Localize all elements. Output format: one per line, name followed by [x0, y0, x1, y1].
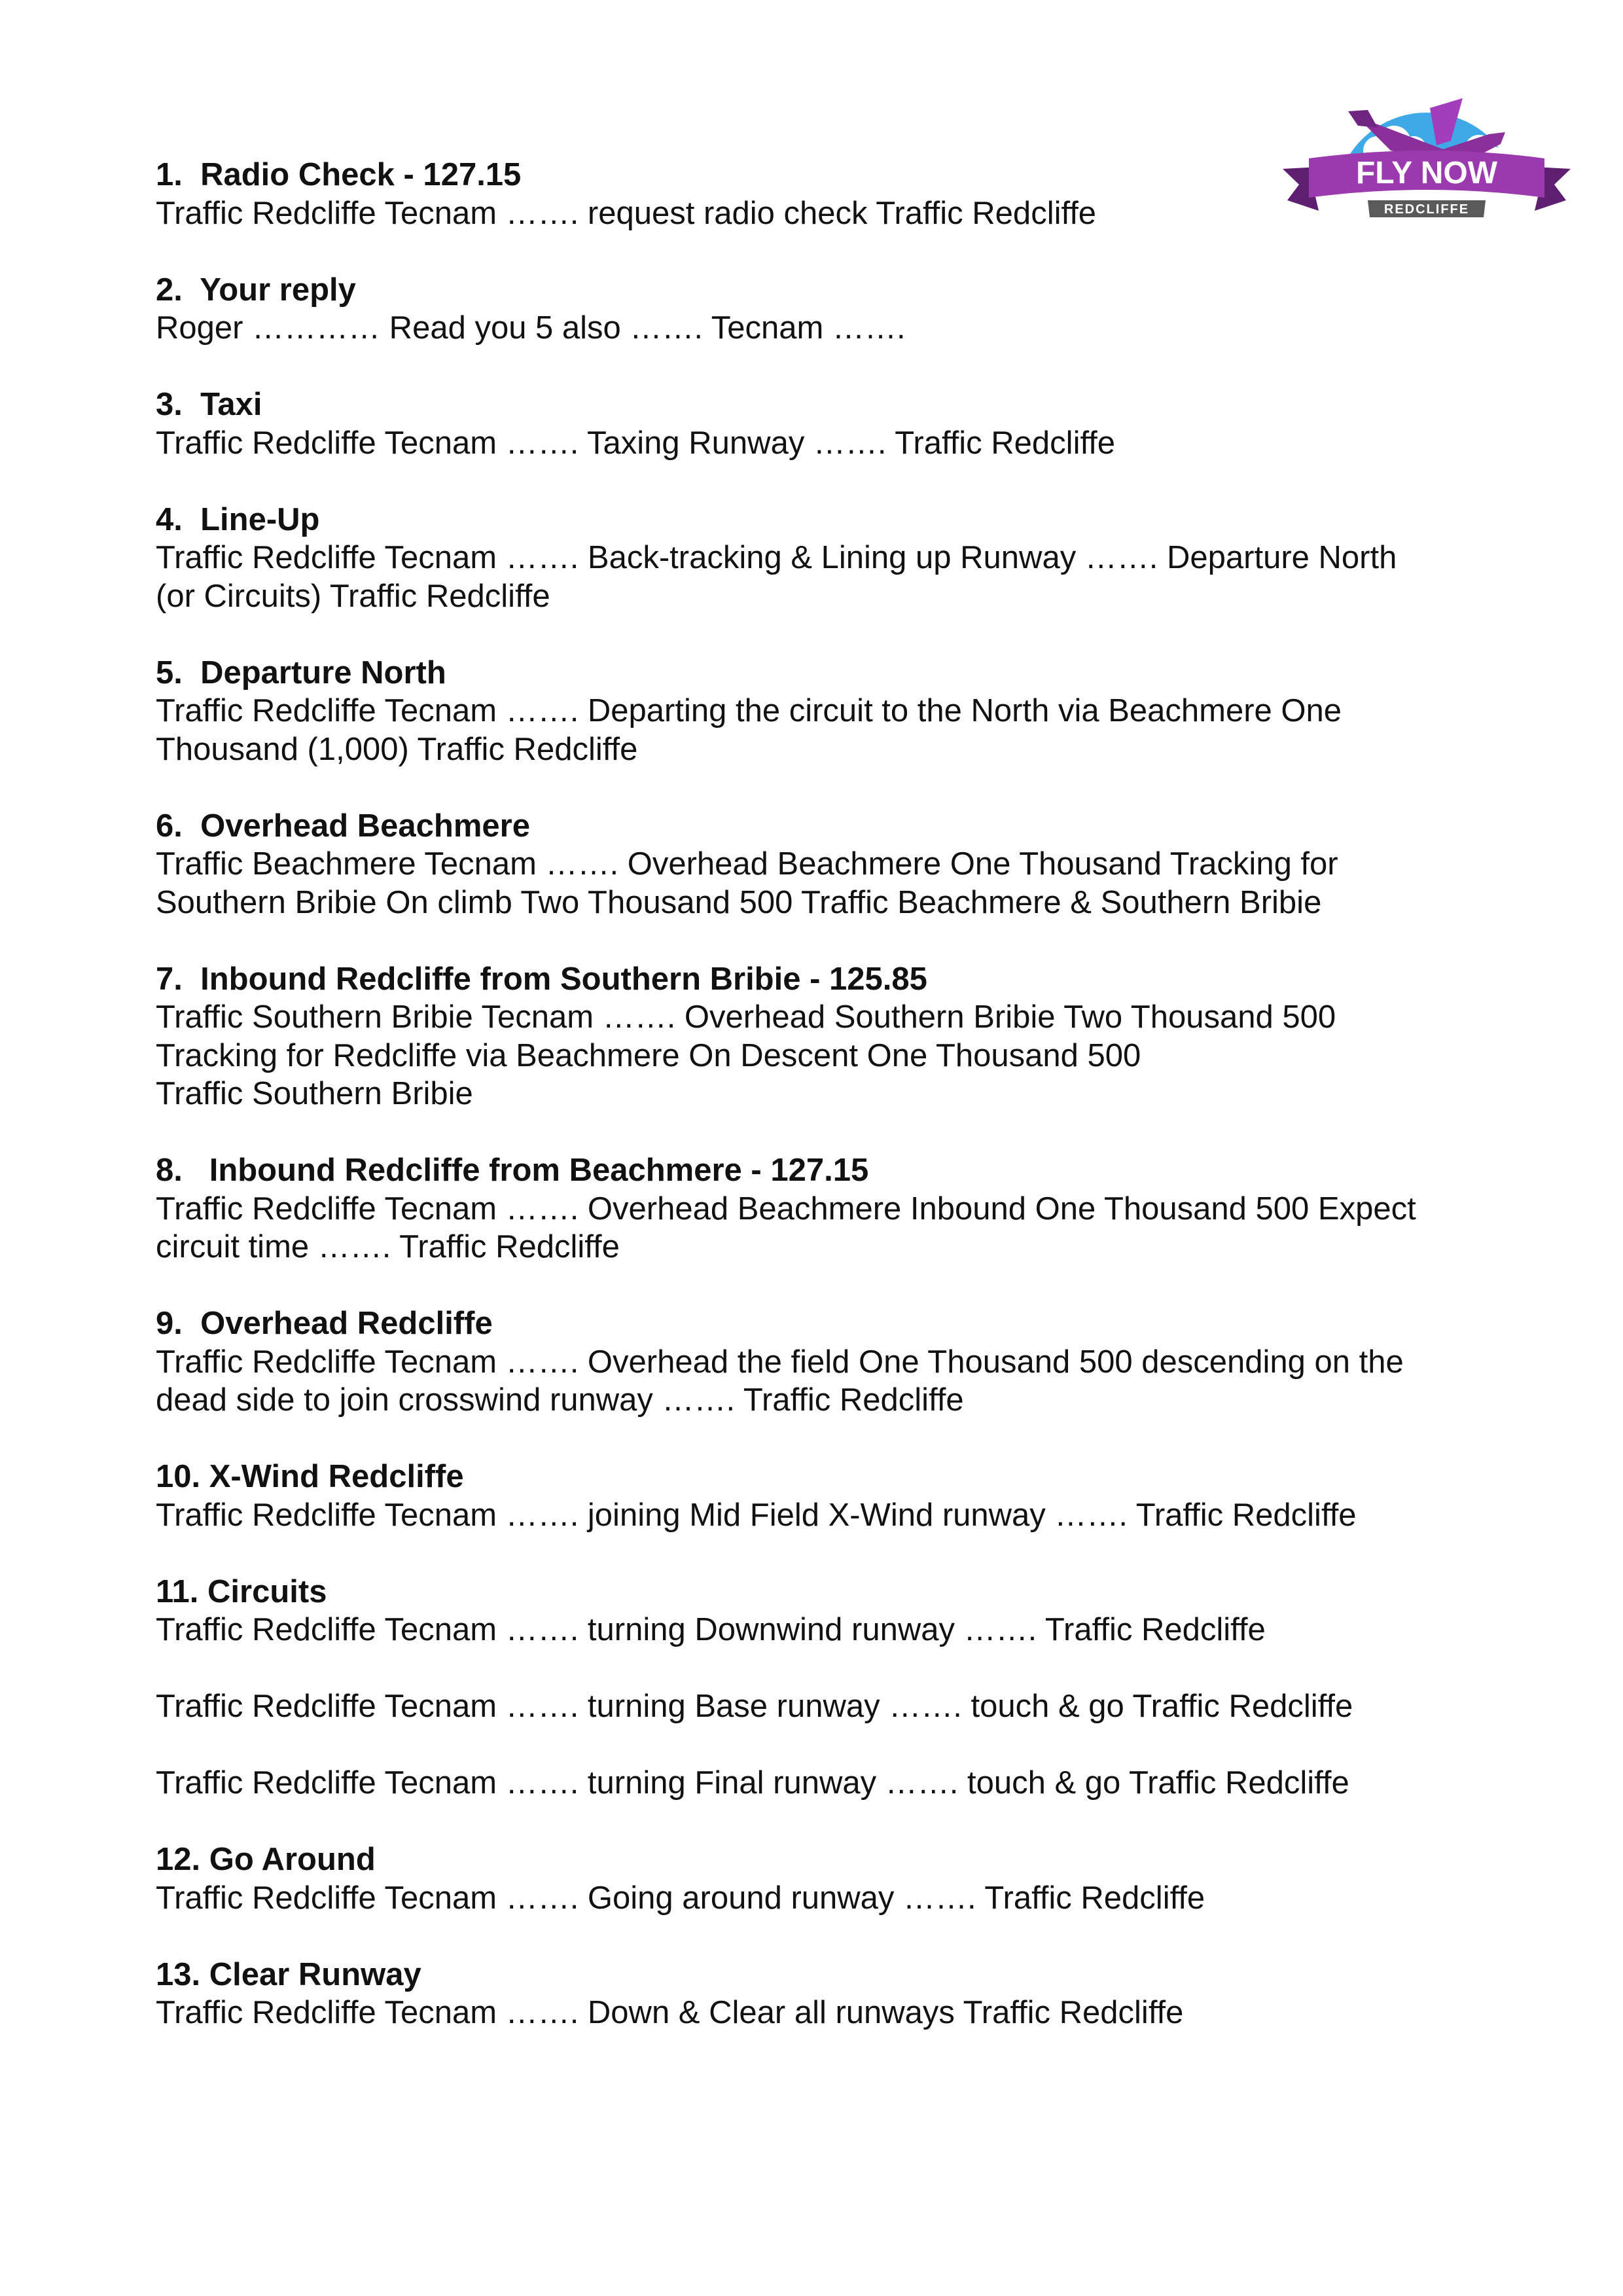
section-heading: 13. Clear Runway — [156, 1956, 421, 1992]
section-heading: 8. Inbound Redcliffe from Beachmere - 127.15 — [156, 1153, 869, 1188]
section-radio-check — [156, 156, 1497, 232]
section-heading: 6. Overhead Beachmere — [156, 808, 530, 844]
section-heading: 2. Your reply — [156, 272, 356, 308]
section-your-reply — [156, 271, 1497, 348]
radio-call-line: Traffic Redcliffe Tecnam ……. Overhead the field One Thousand 500 descending on the — [156, 1344, 1404, 1380]
radio-call-line: Traffic Redcliffe Tecnam ……. Going around runway ……. Traffic Redcliffe — [156, 1880, 1205, 1916]
section-heading: 11. Circuits — [156, 1573, 327, 1609]
radio-call-line: Traffic Redcliffe Tecnam ……. Back-tracking & Lining up Runway ……. Departure North — [156, 540, 1397, 575]
radio-call-line: circuit time ……. Traffic Redcliffe — [156, 1229, 620, 1265]
logo-subtitle: REDCLIFFE — [1383, 202, 1470, 217]
radio-call-line: (or Circuits) Traffic Redcliffe — [156, 578, 550, 614]
section-clear-runway — [156, 1956, 1497, 2032]
radio-call-line: dead side to join crosswind runway ……. Traffic Redcliffe — [156, 1382, 964, 1418]
section-x-wind-redcliffe — [156, 1458, 1497, 1534]
section-inbound-from-southern-bribie — [156, 960, 1497, 1113]
radio-call-line: Traffic Redcliffe Tecnam ……. request radio check Traffic Redcliffe — [156, 195, 1097, 231]
radio-call-line: Traffic Southern Bribie — [156, 1076, 473, 1111]
section-heading: 3. Taxi — [156, 387, 262, 422]
radio-call-line: Traffic Redcliffe Tecnam ……. Down & Clear all runways Traffic Redcliffe — [156, 1995, 1184, 2030]
section-line-up — [156, 501, 1497, 616]
radio-call-line: Traffic Beachmere Tecnam ……. Overhead Beachmere One Thousand Tracking for — [156, 846, 1338, 882]
radio-call-line: Tracking for Redcliffe via Beachmere On Descent One Thousand 500 — [156, 1037, 1141, 1073]
radio-call-line: Traffic Redcliffe Tecnam ……. turning Base runway ……. touch & go Traffic Redcliffe — [156, 1689, 1353, 1724]
radio-call-line: Traffic Redcliffe Tecnam ……. turning Final runway ……. touch & go Traffic Redcliffe — [156, 1765, 1349, 1801]
section-circuits — [156, 1573, 1497, 1803]
radio-call-line: Thousand (1,000) Traffic Redcliffe — [156, 731, 638, 767]
section-taxi — [156, 386, 1497, 462]
radio-call-list — [156, 156, 1497, 2070]
radio-call-line: Southern Bribie On climb Two Thousand 500 Traffic Beachmere & Southern Bribie — [156, 884, 1322, 920]
section-heading: 7. Inbound Redcliffe from Southern Bribie - 125.85 — [156, 961, 927, 997]
section-departure-north — [156, 654, 1497, 769]
section-heading: 9. Overhead Redcliffe — [156, 1306, 493, 1341]
section-heading: 10. X-Wind Redcliffe — [156, 1459, 464, 1494]
radio-call-line: Traffic Redcliffe Tecnam ……. turning Downwind runway ……. Traffic Redcliffe — [156, 1612, 1266, 1647]
radio-call-line: Traffic Redcliffe Tecnam ……. Overhead Beachmere Inbound One Thousand 500 Expect — [156, 1191, 1416, 1227]
section-heading: 5. Departure North — [156, 655, 446, 691]
radio-call-line: Roger ………… Read you 5 also ……. Tecnam ……. — [156, 310, 906, 346]
section-go-around — [156, 1840, 1497, 1917]
radio-call-line: Traffic Redcliffe Tecnam ……. joining Mid Field X-Wind runway ……. Traffic Redcliffe — [156, 1497, 1357, 1533]
radio-call-line: Traffic Redcliffe Tecnam ……. Taxing Runway ……. Traffic Redcliffe — [156, 425, 1116, 461]
section-overhead-redcliffe — [156, 1304, 1497, 1420]
section-inbound-from-beachmere — [156, 1151, 1497, 1266]
logo-title: FLY NOW — [1355, 156, 1498, 190]
section-overhead-beachmere — [156, 807, 1497, 922]
radio-call-line: Traffic Southern Bribie Tecnam ……. Overhead Southern Bribie Two Thousand 500 — [156, 999, 1336, 1035]
section-heading: 12. Go Around — [156, 1842, 376, 1877]
section-heading: 1. Radio Check - 127.15 — [156, 157, 522, 192]
radio-call-line: Traffic Redcliffe Tecnam ……. Departing the circuit to the North via Beachmere One — [156, 693, 1342, 728]
section-heading: 4. Line-Up — [156, 501, 320, 537]
